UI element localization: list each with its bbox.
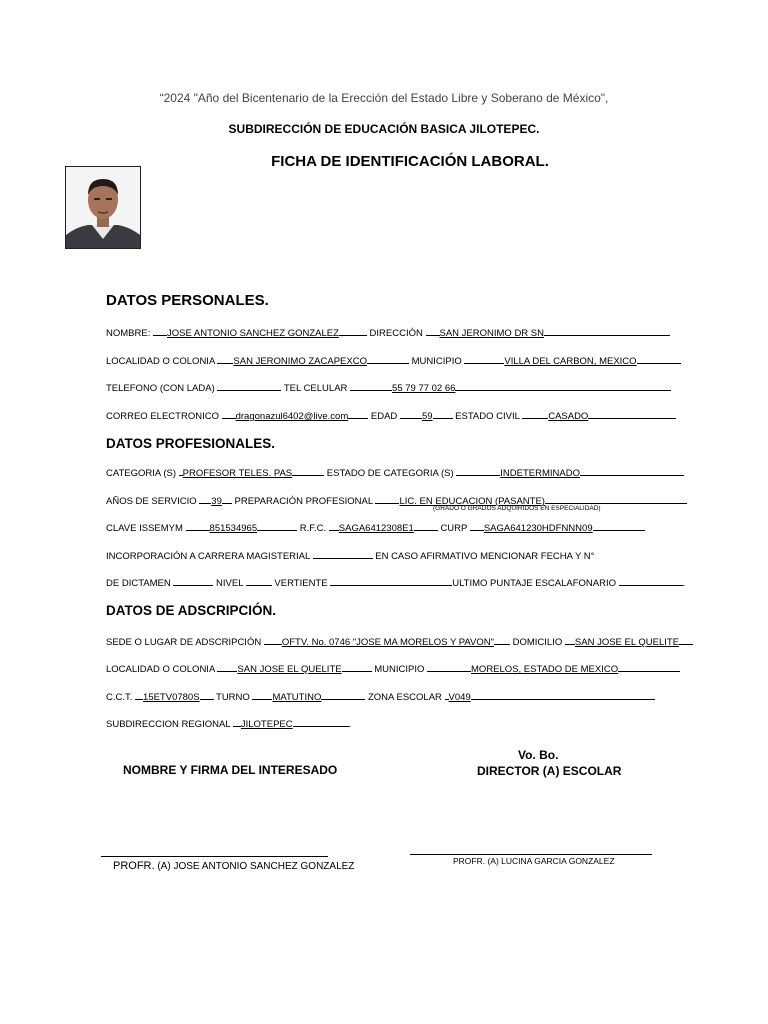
- section-title-datos-adscripcion: DATOS DE ADSCRIPCIÓN.: [106, 603, 277, 618]
- section-title-datos-personales: DATOS PERSONALES.: [106, 292, 269, 309]
- row-incorporacion: [106, 549, 594, 563]
- row-clave: [106, 521, 645, 535]
- row-sede: [106, 635, 693, 649]
- row-categoria: [106, 466, 684, 480]
- sede-label: SEDE O LUGAR DE ADSCRIPCIÓN: [106, 637, 262, 648]
- row-dictamen: [106, 576, 685, 590]
- localidad-value: SAN JERONIMO ZACAPEXCO: [233, 356, 367, 367]
- motto-line: “2024 "Año del Bicentenario de la Erección del Estado Libre y Soberano de México",: [159, 91, 609, 105]
- domicilio-label: DOMICILIO: [512, 637, 563, 648]
- row-adscripcion-localidad: [106, 662, 680, 676]
- incorporacion-label: INCORPORACIÓN A CARRERA MAGISTERIAL: [106, 551, 310, 562]
- municipio-label: MUNICIPIO: [411, 356, 462, 367]
- estado-categoria-label: ESTADO DE CATEGORIA (S): [326, 468, 454, 479]
- nombre-label: NOMBRE:: [106, 328, 151, 339]
- interesado-signature-label: NOMBRE Y FIRMA DEL INTERESADO: [123, 763, 338, 777]
- adscripcion-municipio-value: MORELOS, ESTADO DE MEXICO: [471, 664, 619, 675]
- telefono-label: TELEFONO (CON LADA): [106, 383, 215, 394]
- row-telefono: [106, 381, 671, 395]
- vertiente-label: VERTIENTE: [274, 578, 328, 589]
- interesado-signature-line: [101, 856, 328, 857]
- categoria-value: PROFESOR TELES. PAS: [182, 468, 293, 479]
- preparacion-value: LIC. EN EDUCACION (PASANTE): [399, 496, 545, 507]
- interesado-name: [113, 860, 354, 872]
- nombre-value: JOSE ANTONIO SANCHEZ GONZALEZ: [166, 328, 339, 339]
- director-signature-line: [410, 854, 652, 855]
- adscripcion-localidad-value: SAN JOSE EL QUELITE: [237, 664, 342, 675]
- correo-value: dragonazul6402@live.com: [235, 411, 349, 422]
- clave-label: CLAVE ISSEMYM: [106, 523, 183, 534]
- director-name: PROFR. (A) LUCINA GARCIA GONZALEZ: [453, 856, 615, 866]
- row-nombre: [106, 326, 670, 340]
- celular-label: TEL CELULAR: [283, 383, 348, 394]
- cct-value: 15ETV0780S: [143, 692, 200, 703]
- afirmativo-label: EN CASO AFIRMATIVO MENCIONAR FECHA Y N°: [375, 551, 595, 562]
- nivel-label: NIVEL: [216, 578, 244, 589]
- rfc-label: R.F.C.: [299, 523, 327, 534]
- puntaje-label: ULTIMO PUNTAJE ESCALAFONARIO: [452, 578, 617, 589]
- row-subdireccion: [106, 717, 351, 731]
- subdireccion-period: .: [348, 719, 352, 730]
- domicilio-value: SAN JOSE EL QUELITE: [574, 637, 680, 648]
- adscripcion-localidad-label: LOCALIDAD O COLONIA: [106, 664, 215, 675]
- zona-label: ZONA ESCOLAR: [367, 692, 442, 703]
- adscripcion-municipio-label: MUNICIPIO: [374, 664, 425, 675]
- edad-value: 59: [421, 411, 433, 422]
- rfc-value: SAGA6412308E1: [338, 523, 414, 534]
- section-title-datos-profesionales: DATOS PROFESIONALES.: [106, 436, 276, 451]
- direccion-value: SAN JERONIMO DR SN: [439, 328, 545, 339]
- page-title: FICHA DE IDENTIFICACIÓN LABORAL.: [271, 153, 549, 170]
- celular-value: 55 79 77 02 66: [392, 383, 456, 394]
- categoria-label: CATEGORIA (S): [106, 468, 177, 479]
- row-correo: [106, 409, 676, 423]
- localidad-label: LOCALIDAD O COLONIA: [106, 356, 215, 367]
- preparacion-note: (GRADO O GRADOS ADQUIRIDOS EN ESPECIALIDAD): [433, 505, 601, 512]
- curp-label: CURP: [440, 523, 468, 534]
- dictamen-period: .: [682, 578, 686, 589]
- municipio-value: VILLA DEL CARBON, MEXICO: [504, 356, 637, 367]
- subdireccion-value: JILOTEPEC: [240, 719, 293, 730]
- sede-value: OFTV. No. 0746 "JOSE MA MORELOS Y PAVON": [281, 637, 494, 648]
- row-cct: [106, 690, 655, 704]
- zona-value: V049: [448, 692, 471, 703]
- cct-label: C.C.T.: [106, 692, 133, 703]
- dictamen-label: DE DICTAMEN: [106, 578, 171, 589]
- turno-label: TURNO: [216, 692, 250, 703]
- anios-value: 39: [211, 496, 222, 507]
- estado-civil-label: ESTADO CIVIL: [455, 411, 520, 422]
- interesado-prefix: PROFR.: [113, 860, 155, 872]
- estado-civil-value: CASADO: [548, 411, 589, 422]
- estado-categoria-value: INDETERMINADO: [500, 468, 580, 479]
- row-localidad: [106, 354, 681, 368]
- subdireccion-heading: SUBDIRECCIÓN DE EDUCACIÓN BASICA JILOTEPEC.: [228, 122, 540, 136]
- director-signature-label: DIRECTOR (A) ESCOLAR: [477, 764, 622, 778]
- clave-value: 851534965: [209, 523, 258, 534]
- employee-photo: [65, 166, 141, 249]
- turno-value: MATUTINO: [272, 692, 322, 703]
- subdireccion-label: SUBDIRECCION REGIONAL: [106, 719, 231, 730]
- direccion-label: DIRECCIÓN: [369, 328, 423, 339]
- preparacion-label: PREPARACIÓN PROFESIONAL: [234, 496, 373, 507]
- anios-label: AÑOS DE SERVICIO: [106, 496, 197, 507]
- vobo-label: Vo. Bo.: [518, 748, 559, 762]
- curp-value: SAGA641230HDFNNN09: [483, 523, 593, 534]
- edad-label: EDAD: [370, 411, 398, 422]
- correo-label: CORREO ELECTRONICO: [106, 411, 219, 422]
- interesado-name-value: (A) JOSE ANTONIO SANCHEZ GONZALEZ: [157, 861, 355, 872]
